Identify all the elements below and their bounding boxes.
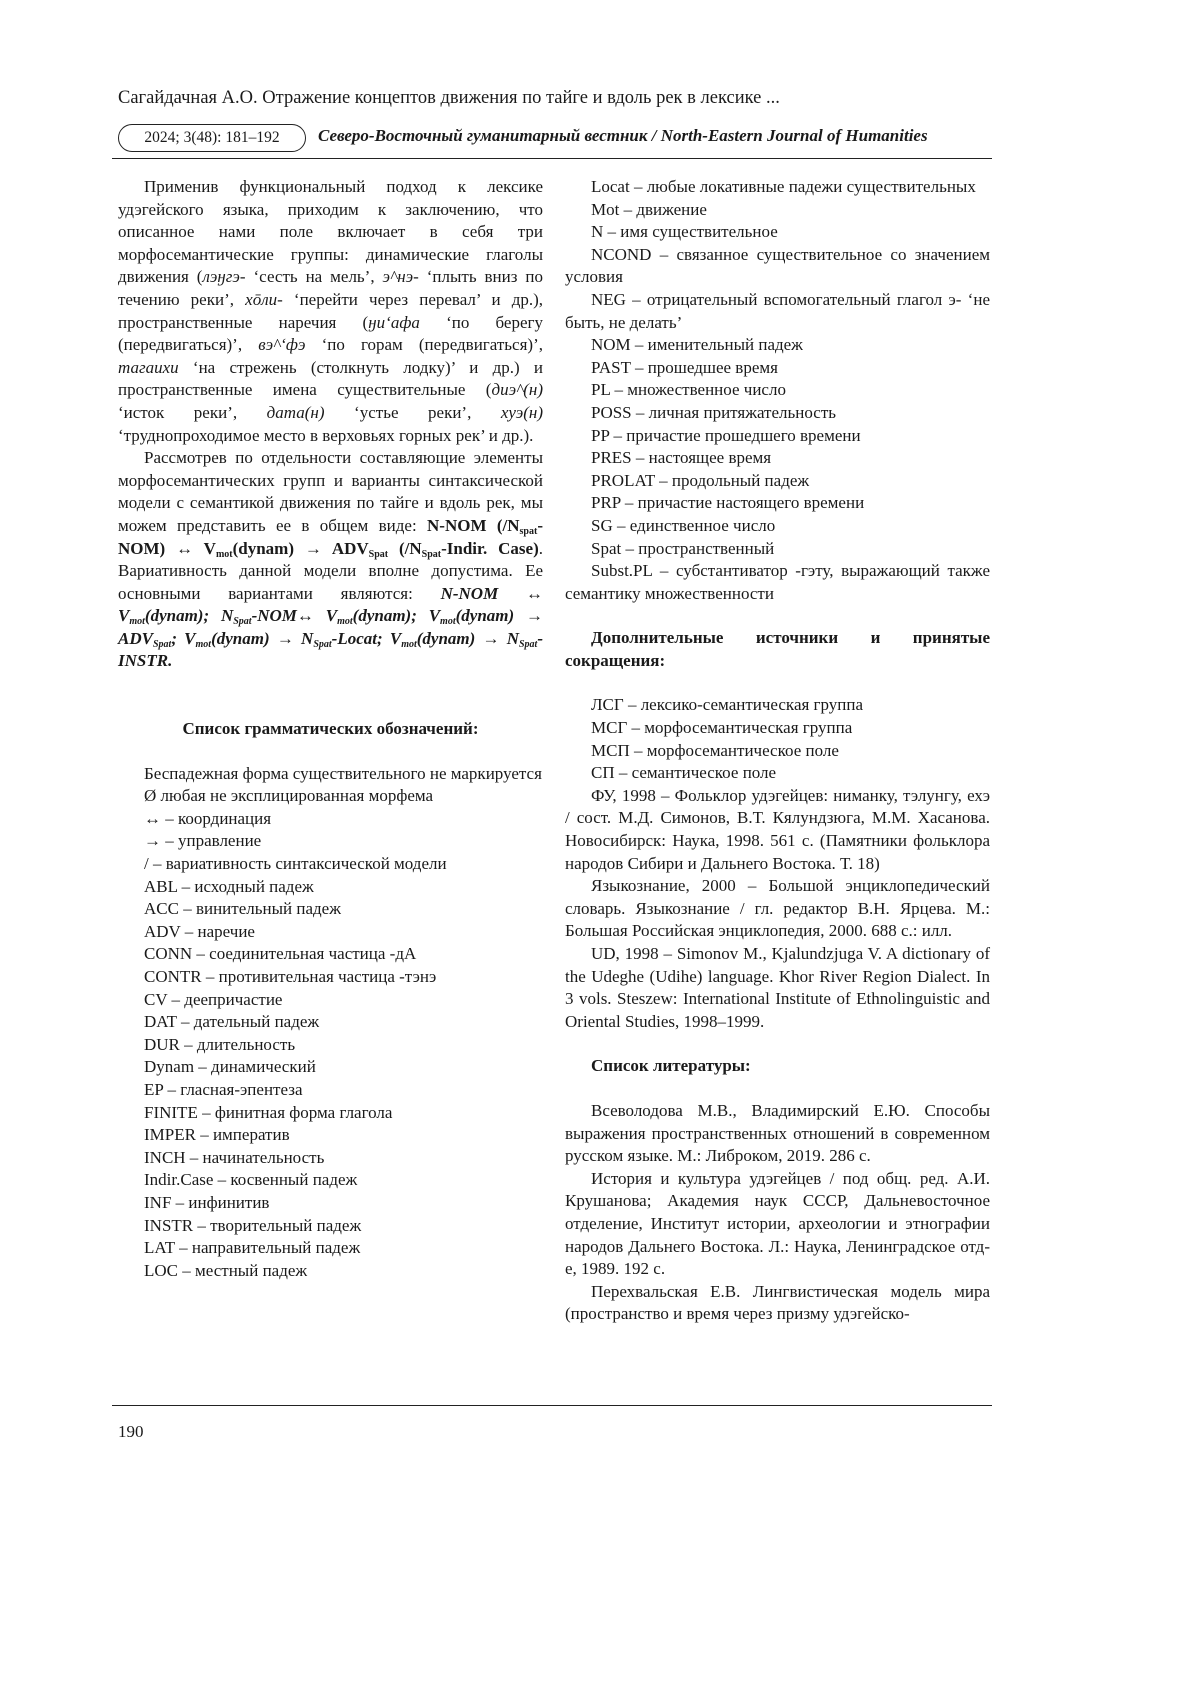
text-run: CONTR – противительная частица -тэнэ [144, 967, 437, 986]
text-run: NEG – отрицательный вспомогательный глагол э- ‘не быть, не делать’ [565, 289, 990, 332]
paragraph [565, 717, 990, 740]
text-run: NCOND – связанное существительное со значением условия [565, 244, 990, 287]
text-run: -Locat; V [331, 628, 402, 648]
text-run: (dynam) → N [211, 628, 314, 648]
paragraph [565, 515, 990, 538]
text-run: -NOM↔ V [251, 606, 338, 626]
paragraph [118, 1169, 543, 1192]
subscript: Spat [152, 638, 172, 650]
text-run: ‘устье реки’, [324, 402, 501, 422]
text-run: PROLAT – продольный падеж [591, 470, 810, 490]
text-run: ФУ, 1998 – Фольклор удэгейцев: ниманку, тэлунгу, ехэ / сост. М.Д. Симонов, В.Т. Кялундзюга, М.М. Хасанова. Новосибирск: Наука, 1998. 561 с. (Памятники фольклора народов Сибири и Дальнего Востока. Т. 18) [565, 785, 990, 873]
text-run: вэ^‘фэ [258, 335, 306, 355]
paragraph [118, 1102, 543, 1125]
text-run: Применив функциональный подход к лексике удэгейского языка, приходим к заключению, что описанное нами поле включает в себя три морфосемантические группы: динамические глаголы движения ( [118, 177, 543, 287]
text-run: EP – гласная-эпентеза [144, 1079, 303, 1099]
text-run: хōли- [245, 289, 283, 309]
text-run: (dynam) → ADV [118, 606, 543, 648]
text-run: э^нэ- [382, 267, 419, 287]
text-run: диэ^(н) [491, 380, 543, 400]
text-run: Subst.PL – субстантиватор -гэту, выражающий также семантику множественности [565, 561, 990, 603]
paragraph [118, 785, 543, 808]
text-run: -NOM) ↔ V [118, 515, 543, 558]
text-run: История и культура удэгейцев / под общ. ред. А.И. Крушанова; Академия наук СССР, Дальневосточное отделение, Институт истории, археологии и этнографии народов Дальнего Востока. Л.: Наука, Ленинградское отд-е, 1989. 192 с. [565, 1168, 990, 1279]
text-run: ABL – исходный падеж [144, 876, 314, 896]
paragraph [118, 1079, 543, 1102]
paragraph [565, 560, 990, 605]
text-run: ӈи‘афа [368, 312, 420, 332]
text-run: INCH – начинательность [144, 1147, 325, 1167]
subscript: mot [195, 638, 212, 650]
paragraph [565, 402, 990, 425]
text-run: ‘перейти через перевал’ и др.), пространственные наречия ( [118, 289, 544, 332]
text-run: INF – инфинитив [144, 1192, 270, 1212]
subscript: mot [401, 638, 417, 650]
text-run: PP – причастие прошедшего времени [591, 425, 861, 445]
text-run: ‘по горам (передвигаться)’, [305, 335, 543, 355]
text-run: -Indir. Case) [441, 538, 539, 558]
paragraph [118, 853, 543, 876]
paragraph [118, 921, 543, 944]
header-rule [112, 158, 992, 159]
text-run: ‘плыть вниз по течению реки’, [118, 267, 543, 309]
subscript: mot [440, 616, 456, 628]
spacer [565, 672, 990, 694]
left-column [118, 176, 543, 1282]
text-run: UD, 1998 – Simonov M., Kjalundzjuga V. A dictionary of the Udeghe (Udihe) language. Khor River Region Dialect. In 3 vols. Steszew: International Institute of Ethnolinguistic and Oriental Studies, 1998–1999. [565, 944, 990, 1031]
paragraph [565, 357, 990, 380]
paragraph [565, 289, 990, 334]
paragraph [565, 740, 990, 763]
subscript: Spat [233, 616, 252, 628]
text-run: IMPER – императив [144, 1125, 290, 1145]
text-run: PRP – причастие настоящего времени [591, 493, 865, 513]
text-run: Locat – любые локативные падежи существительных [591, 177, 976, 196]
subscript: Spat [421, 548, 442, 560]
text-run: LOC – местный падеж [144, 1260, 308, 1280]
text-run: (dynam); N [144, 606, 234, 626]
text-run: FINITE – финитная форма глагола [144, 1102, 393, 1122]
paragraph [118, 1124, 543, 1147]
section-heading: Список литературы: [591, 1056, 751, 1076]
paragraph [565, 470, 990, 493]
paragraph [565, 943, 990, 1033]
text-run: PRES – настоящее время [591, 448, 772, 468]
paragraph [118, 1011, 543, 1034]
paragraph [565, 176, 990, 199]
paragraph [118, 176, 543, 447]
text-run: Беспадежная форма существительного не маркируется [144, 763, 542, 783]
paragraph [118, 1192, 543, 1215]
paragraph [565, 694, 990, 717]
right-column [565, 176, 990, 1326]
text-run: МСГ – морфосемантическая группа [591, 718, 853, 738]
paragraph [565, 244, 990, 289]
paragraph [118, 898, 543, 921]
text-run: ЛСГ – лексико-семантическая группа [591, 695, 864, 715]
paragraph [565, 199, 990, 222]
paragraph [118, 1215, 543, 1238]
text-run: / – вариативность синтаксической модели [144, 854, 447, 874]
text-run: INSTR – творительный падеж [144, 1215, 362, 1235]
subscript: Spat [518, 638, 538, 650]
text-run: Mot – движение [591, 199, 707, 219]
text-run: PL – множественное число [591, 380, 786, 400]
text-run: СП – семантическое поле [591, 763, 777, 783]
subscript: mot [215, 548, 233, 560]
issue-badge: 2024; 3(48): 181–192 [118, 124, 306, 152]
subscript: spat [519, 525, 538, 537]
text-run: DAT – дательный падеж [144, 1012, 320, 1032]
text-run: N – имя существительное [591, 222, 778, 242]
journal-title: Северо-Восточный гуманитарный вестник / North-Eastern Journal of Humanities [318, 126, 928, 145]
paragraph [118, 943, 543, 966]
paragraph [565, 379, 990, 402]
paragraph [118, 447, 543, 673]
spacer [118, 673, 543, 718]
paragraph [565, 1168, 990, 1281]
paragraph [565, 221, 990, 244]
text-run: LAT – направительный падеж [144, 1238, 361, 1258]
paragraph [565, 492, 990, 515]
text-run: (/N [388, 538, 422, 558]
text-run: ADV – наречие [144, 921, 255, 941]
section-heading: Дополнительные источники и принятые сокращения: [565, 628, 990, 670]
text-run: PAST – прошедшее время [591, 357, 778, 377]
text-run: МСП – морфосемантическое поле [591, 740, 839, 760]
text-run: ; V [171, 628, 196, 648]
text-run: лэӈгэ- [202, 267, 246, 287]
paragraph [118, 763, 543, 786]
paragraph [565, 762, 990, 785]
text-run: ACC – винительный падеж [144, 899, 341, 919]
text-run: CV – деепричастие [144, 989, 283, 1009]
text-run: Языкознание, 2000 – Большой энциклопедический словарь. Языкознание / гл. редактор В.Н. Ярцева. М.: Большая Российская энциклопедия, 2000. 688 с.: илл. [565, 876, 990, 941]
text-run: (dynam) → ADV [232, 538, 369, 558]
spacer [118, 741, 543, 763]
text-run: NOM – именительный падеж [591, 335, 803, 355]
paragraph [565, 538, 990, 561]
spacer [565, 1078, 990, 1100]
subscript: Spat [368, 548, 389, 560]
paragraph [565, 1281, 990, 1326]
text-run: тагаихи [118, 357, 179, 377]
paragraph [565, 447, 990, 470]
text-run: ‘на стрежень (столкнуть лодку)’ и др.) и пространственные имена существительные ( [118, 357, 543, 400]
text-run: Перехвальская Е.В. Лингвистическая модель мира (пространство и время через призму удэгейско- [565, 1281, 990, 1324]
subscript: mot [337, 616, 353, 628]
text-run: Всеволодова М.В., Владимирский Е.Ю. Способы выражения пространственных отношений в современном русском языке. М.: Либроком, 2019. 286 с. [565, 1100, 990, 1166]
text-run: дата(н) [266, 402, 325, 422]
text-run: . Вариативность данной модели вполне допустима. Ее основными вариантами являются: [118, 538, 543, 603]
paragraph [565, 785, 990, 875]
text-run: SG – единственное число [591, 515, 776, 535]
text-run: Рассмотрев по отдельности составляющие элементы морфосемантических групп и варианты синтаксической модели с семантикой движения по тайге и вдоль рек, мы можем представить ее в общем виде: [118, 448, 543, 535]
paragraph [118, 876, 543, 899]
text-run: ‘исток реки’, [118, 402, 267, 422]
page-number: 190 [118, 1422, 144, 1441]
subscript: mot [129, 616, 145, 628]
text-run: POSS – личная притяжательность [591, 402, 837, 422]
paragraph [118, 1034, 543, 1057]
text-run: N-NOM ↔ V [118, 583, 543, 626]
paragraph [118, 808, 543, 831]
text-run: (dynam) → N [416, 628, 519, 648]
text-run: Indir.Case – косвенный падеж [144, 1170, 358, 1190]
text-run: ‘сесть на мель’, [245, 267, 383, 287]
paragraph [565, 334, 990, 357]
text-run: CONN – соединительная частица -дА [144, 944, 417, 964]
text-run: хуэ(н) [500, 402, 544, 422]
paragraph [118, 1237, 543, 1260]
subscript: Spat [313, 638, 332, 650]
paragraph [118, 830, 543, 853]
text-run: DUR – длительность [144, 1034, 296, 1054]
section-heading: Список грамматических обозначений: [182, 719, 479, 739]
text-run: N-NOM (/N [427, 515, 520, 535]
paragraph [118, 1260, 543, 1283]
text-run: ‘труднопроходимое место в верховьях горных рек’ и др.). [118, 425, 534, 445]
spacer [565, 1033, 990, 1055]
paragraph [118, 1147, 543, 1170]
text-run: Ø любая не эксплицированная морфема [144, 786, 434, 806]
text-run: → – управление [144, 831, 262, 851]
text-run: (dynam); V [352, 606, 441, 626]
paragraph [118, 1056, 543, 1079]
spacer [565, 605, 990, 627]
paragraph [565, 1100, 990, 1168]
footer-rule [112, 1405, 992, 1406]
running-title: Сагайдачная А.О. Отражение концептов движения по тайге и вдоль рек в лексике ... [118, 88, 780, 108]
paragraph [565, 875, 990, 943]
text-run: ‘по берегу (передвигаться)’, [118, 312, 543, 355]
text-run: -INSTR. [118, 628, 543, 671]
paragraph [118, 966, 543, 989]
text-run: Spat – пространственный [591, 538, 775, 558]
paragraph [118, 989, 543, 1012]
paragraph [565, 425, 990, 448]
text-run: Dynam – динамический [144, 1057, 316, 1077]
text-run: ↔ – координация [144, 808, 272, 828]
